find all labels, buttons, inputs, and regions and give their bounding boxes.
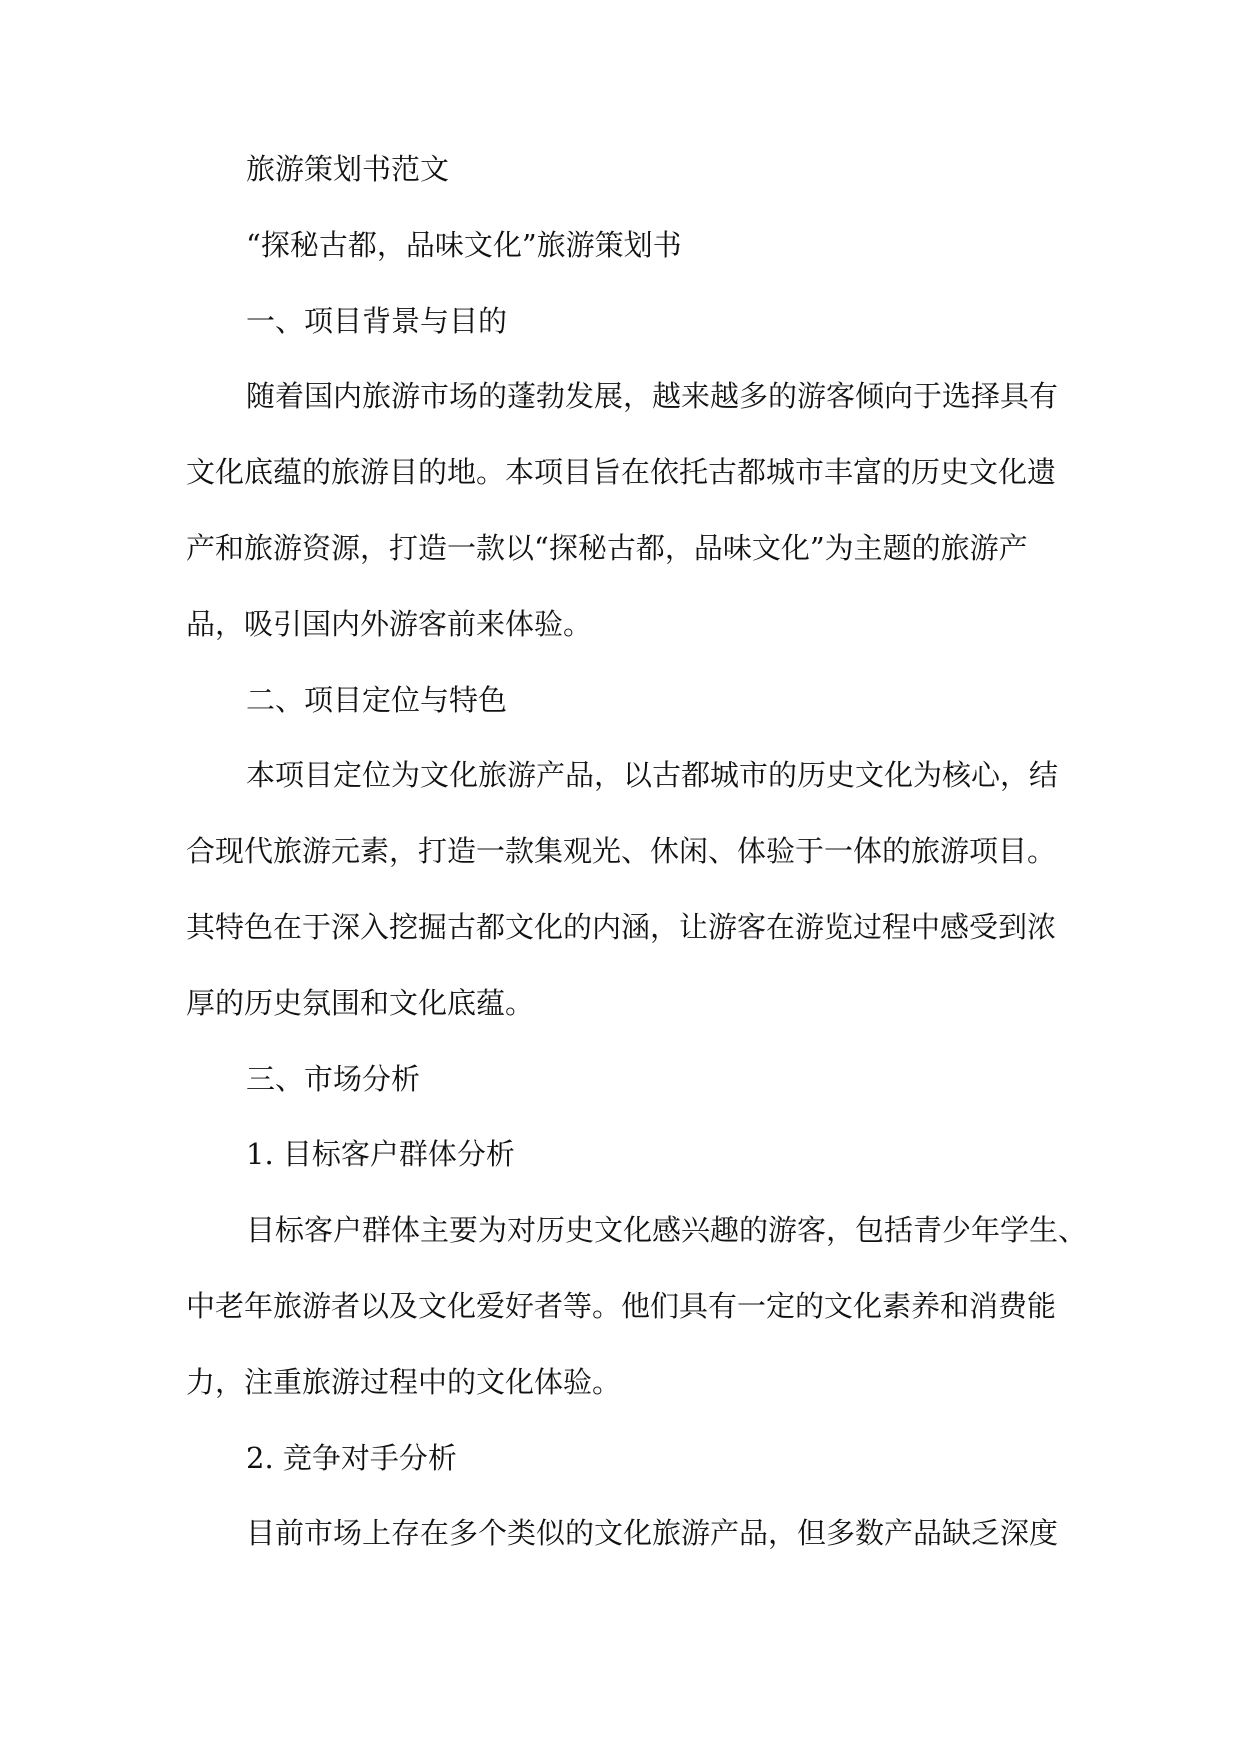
plan-title: “探秘古都，品味文化”旅游策划书 bbox=[246, 227, 682, 262]
document-title: 旅游策划书范文 bbox=[246, 152, 450, 186]
paragraph-line: 力，注重旅游过程中的文化体验。 bbox=[186, 1364, 622, 1399]
paragraph-line: 产和旅游资源，打造一款以“探秘古都，品味文化”为主题的旅游产 bbox=[186, 530, 1028, 565]
section-heading-market: 三、市场分析 bbox=[246, 1061, 421, 1096]
paragraph-line: 品，吸引国内外游客前来体验。 bbox=[186, 606, 593, 641]
paragraph-line: 目前市场上存在多个类似的文化旅游产品，但多数产品缺乏深度 bbox=[246, 1516, 1059, 1551]
paragraph-line: 中老年旅游者以及文化爱好者等。他们具有一定的文化素养和消费能 bbox=[186, 1288, 1057, 1323]
document-body bbox=[186, 132, 1088, 1572]
paragraph-line: 本项目定位为文化旅游产品，以古都城市的历史文化为核心，结 bbox=[246, 758, 1059, 793]
paragraph-line: 随着国内旅游市场的蓬勃发展，越来越多的游客倾向于选择具有 bbox=[246, 379, 1059, 414]
paragraph-line: 文化底蕴的旅游目的地。本项目旨在依托古都城市丰富的历史文化遗 bbox=[186, 455, 1057, 490]
paragraph-line: 厚的历史氛围和文化底蕴。 bbox=[186, 985, 535, 1020]
paragraph-line: 合现代旅游元素，打造一款集观光、休闲、体验于一体的旅游项目。 bbox=[186, 834, 1057, 869]
paragraph-line: 目标客户群体主要为对历史文化感兴趣的游客，包括青少年学生、 bbox=[246, 1213, 1088, 1248]
paragraph-line: 其特色在于深入挖掘古都文化的内涵，让游客在游览过程中感受到浓 bbox=[186, 909, 1057, 944]
section-heading-background: 一、项目背景与目的 bbox=[246, 303, 508, 338]
subsection-heading-target-customers: 1. 目标客户群体分析 bbox=[246, 1137, 515, 1172]
section-heading-positioning: 二、项目定位与特色 bbox=[246, 682, 508, 717]
subsection-heading-competitors: 2. 竞争对手分析 bbox=[246, 1440, 457, 1475]
